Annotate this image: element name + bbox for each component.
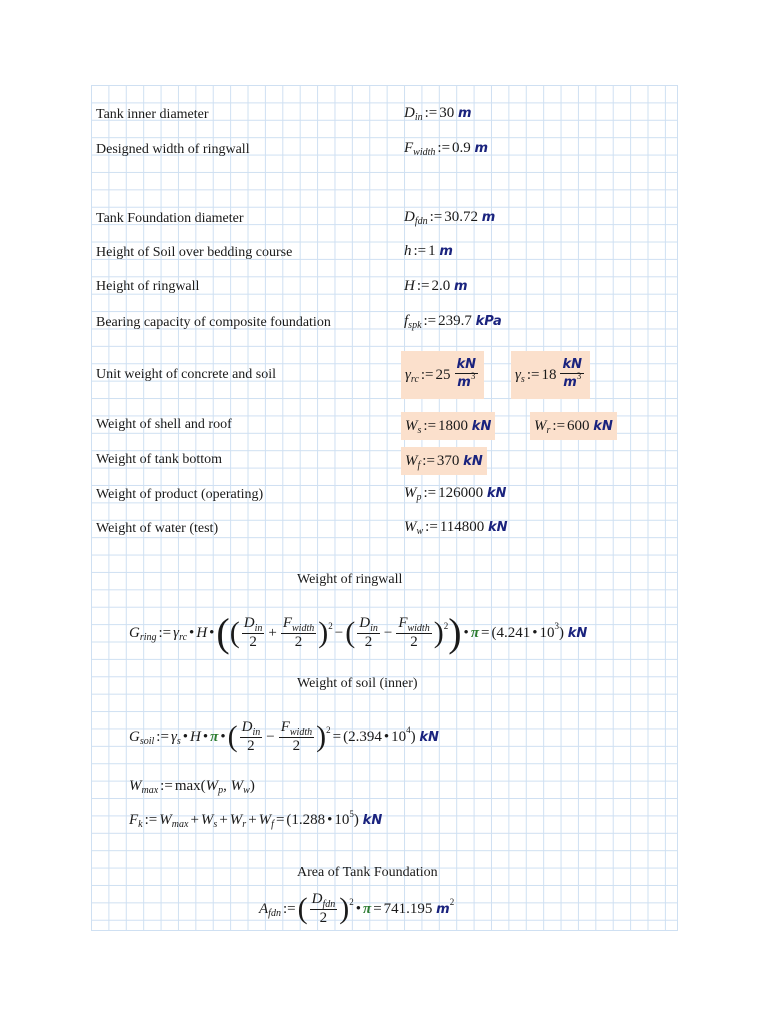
heading-soil-weight: Weight of soil (inner) [297,676,418,691]
label-foundation-diameter: Tank Foundation diameter [96,211,244,226]
label-tank-bottom: Weight of tank bottom [96,452,223,467]
label-unit-weight: Unit weight of concrete and soil [96,367,277,382]
label-shell-roof: Weight of shell and roof [96,417,232,432]
def-wr[interactable]: W r := 600 kN [530,412,617,440]
label-water-weight: Weight of water (test) [96,521,219,536]
def-wp[interactable]: W p := 126000 kN [404,485,507,503]
label-product-weight: Weight of product (operating) [96,487,264,502]
def-wf[interactable]: W f := 370 kN [401,447,487,475]
def-din[interactable]: D in := 30 m [404,105,472,123]
eq-f-k[interactable]: F k := W max + W s + W r + W f = ( 1.288 • 10 5 ) kN [129,808,383,830]
heading-ringwall-weight: Weight of ringwall [297,572,403,587]
def-fspk[interactable]: f spk := 239.7 kPa [404,313,502,331]
def-ww[interactable]: W w := 114800 kN [404,519,508,537]
label-ringwall-width: Designed width of ringwall [96,142,250,157]
def-H[interactable]: H := 2.0 m [404,278,468,294]
label-bearing-capacity: Bearing capacity of composite foundation [96,315,331,330]
eq-g-ring[interactable]: G ring := γ rc • H • ( ( $\frac{D_{in}}{2}$ + $\frac{F_{width}}{2}$ ) 2 − ( $\frac{D_{in}}{2}$ − $\frac{F_{width}}{2}$ ) 2 ) • π = ( 4.241 • 10 3 ) kN [129,610,588,655]
label-soil-height: Height of Soil over bedding course [96,245,293,260]
def-gamma-s[interactable]: γ s := 18 $\frac{kN}{m^3}$ [511,351,590,399]
label-ringwall-height: Height of ringwall [96,279,200,294]
def-fwidth[interactable]: F width := 0.9 m [404,140,489,158]
eq-w-max[interactable]: W max := max ( W p , W w ) [129,778,255,796]
def-gamma-rc[interactable]: γ rc := 25 $\frac{kN}{m^3}$ [401,351,484,399]
def-ws[interactable]: W s := 1800 kN [401,412,495,440]
eq-g-soil[interactable]: G soil := γ s • H • π • ( $\frac{D_{in}}{2}$ − $\frac{F_{width}}{2}$ ) 2 = ( 2.394 • 10 4 ) kN [129,719,439,754]
def-dfdn[interactable]: D fdn := 30.72 m [404,209,496,227]
label-tank-inner-diameter: Tank inner diameter [96,107,209,122]
worksheet [91,85,678,931]
eq-a-fdn[interactable]: A fdn := ( $\frac{D_{fdn}}{2}$ ) 2 • π = 741.195 m 2 [259,891,455,926]
def-h[interactable]: h := 1 m [404,243,453,259]
heading-foundation-area: Area of Tank Foundation [297,865,438,880]
